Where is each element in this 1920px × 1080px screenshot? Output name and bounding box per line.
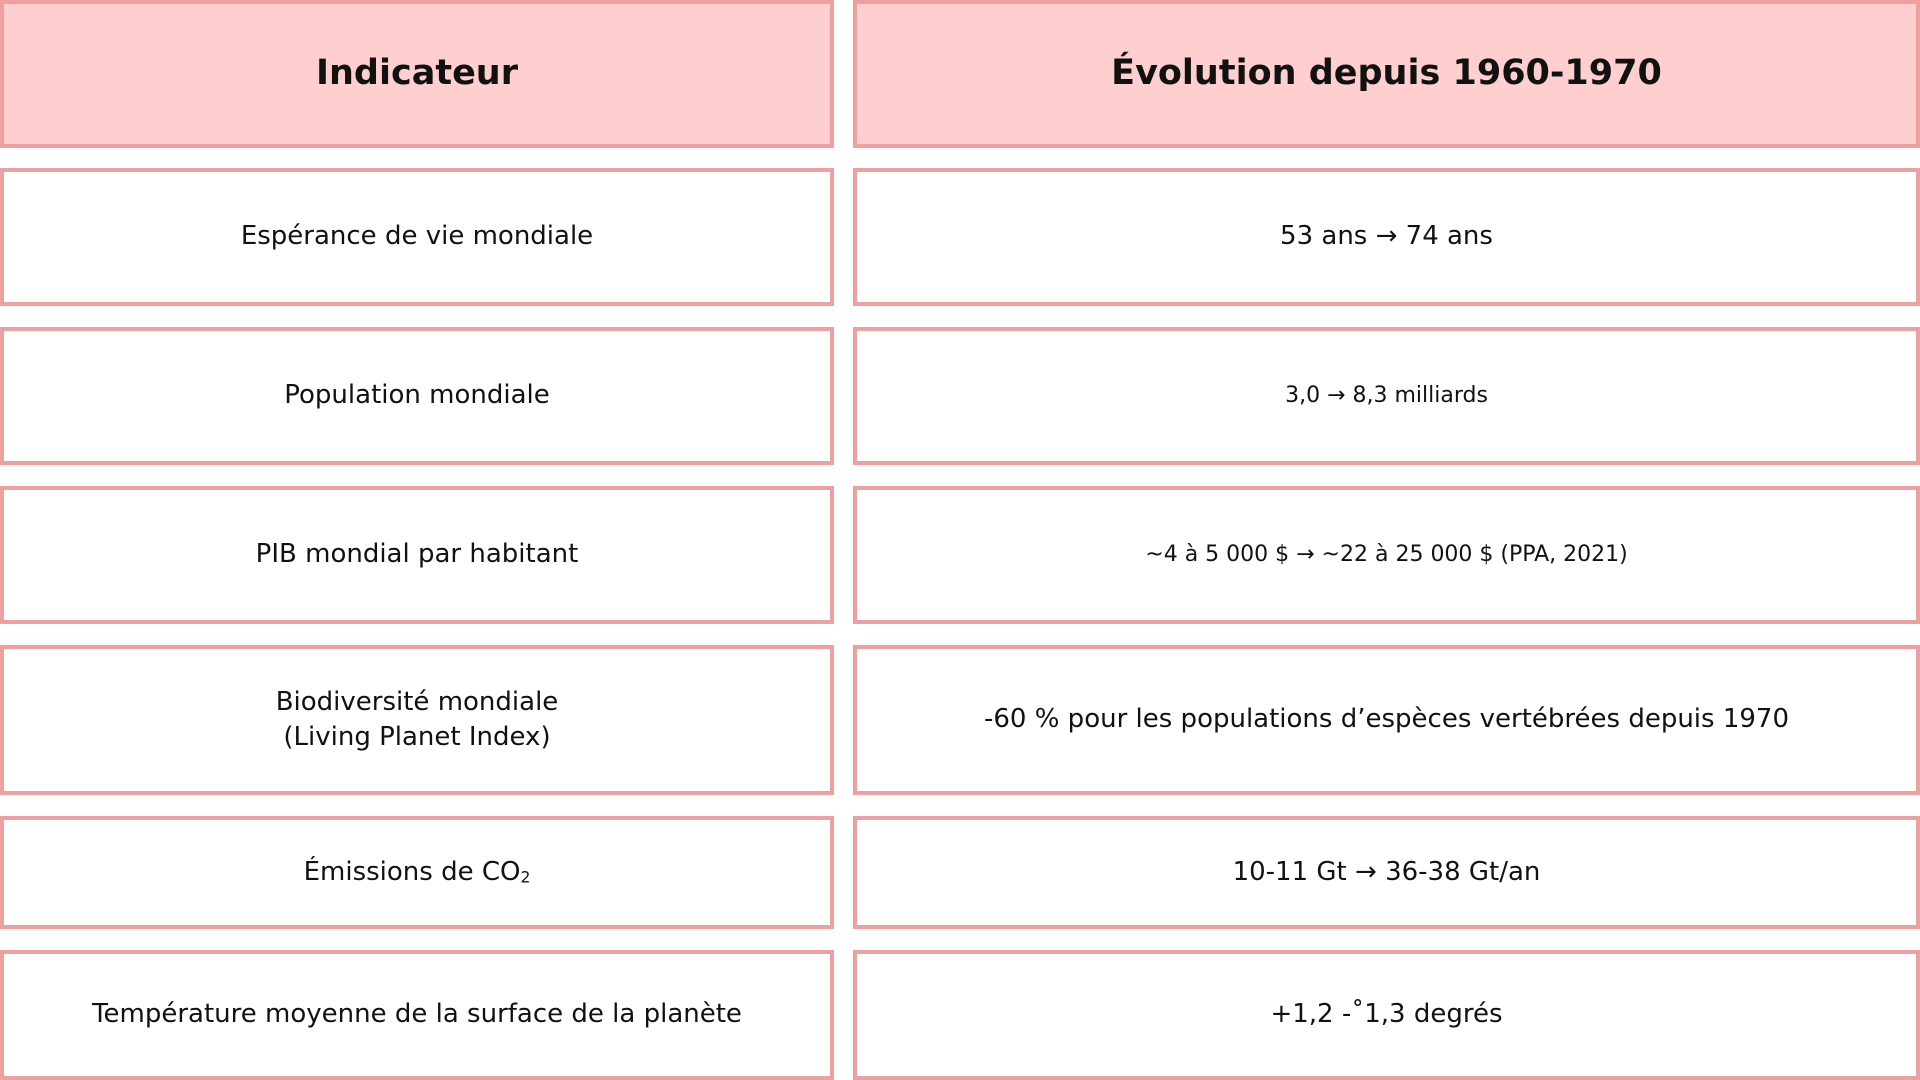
indicator-text: PIB mondial par habitant bbox=[255, 539, 579, 570]
table-row-indicator bbox=[0, 645, 834, 795]
table-row-evolution bbox=[853, 168, 1920, 306]
table-row-indicator bbox=[0, 486, 834, 624]
table-row-indicator bbox=[0, 950, 834, 1080]
indicator-text-line1: Biodiversité mondiale bbox=[275, 686, 559, 717]
header-evolution-label: Évolution depuis 1960-1970 bbox=[1111, 53, 1662, 94]
indicator-text-subscript: 2 bbox=[520, 868, 531, 887]
table-row-evolution bbox=[853, 950, 1920, 1080]
evolution-text: 53 ans → 74 ans bbox=[1280, 221, 1493, 252]
table-row-evolution bbox=[853, 327, 1920, 465]
table-row-evolution bbox=[853, 816, 1920, 929]
indicator-text: Population mondiale bbox=[284, 380, 550, 411]
header-evolution-cell bbox=[853, 0, 1920, 148]
indicator-text-line2: (Living Planet Index) bbox=[283, 722, 551, 752]
table-row-indicator bbox=[0, 168, 834, 306]
evolution-text: -60 % pour les populations d’espèces vertébrées depuis 1970 bbox=[983, 704, 1790, 735]
evolution-text: 10-11 Gt → 36-38 Gt/an bbox=[1232, 856, 1541, 887]
evolution-text: +1,2 -˚1,3 degrés bbox=[1270, 999, 1503, 1030]
table-row-indicator bbox=[0, 816, 834, 929]
indicator-text: Température moyenne de la surface de la planète bbox=[92, 999, 742, 1030]
evolution-text: 3,0 → 8,3 milliards bbox=[1285, 383, 1488, 409]
header-indicator-cell bbox=[0, 0, 834, 148]
indicator-text-prefix: Émissions de CO bbox=[303, 856, 521, 887]
indicator-text bbox=[304, 855, 531, 890]
table-row-evolution bbox=[853, 486, 1920, 624]
table-row-evolution bbox=[853, 645, 1920, 795]
indicator-text: Espérance de vie mondiale bbox=[240, 221, 594, 252]
evolution-text: ~4 à 5 000 $ → ~22 à 25 000 $ (PPA, 2021) bbox=[1145, 542, 1628, 568]
table-row-indicator bbox=[0, 327, 834, 465]
header-indicator-label: Indicateur bbox=[315, 53, 518, 94]
